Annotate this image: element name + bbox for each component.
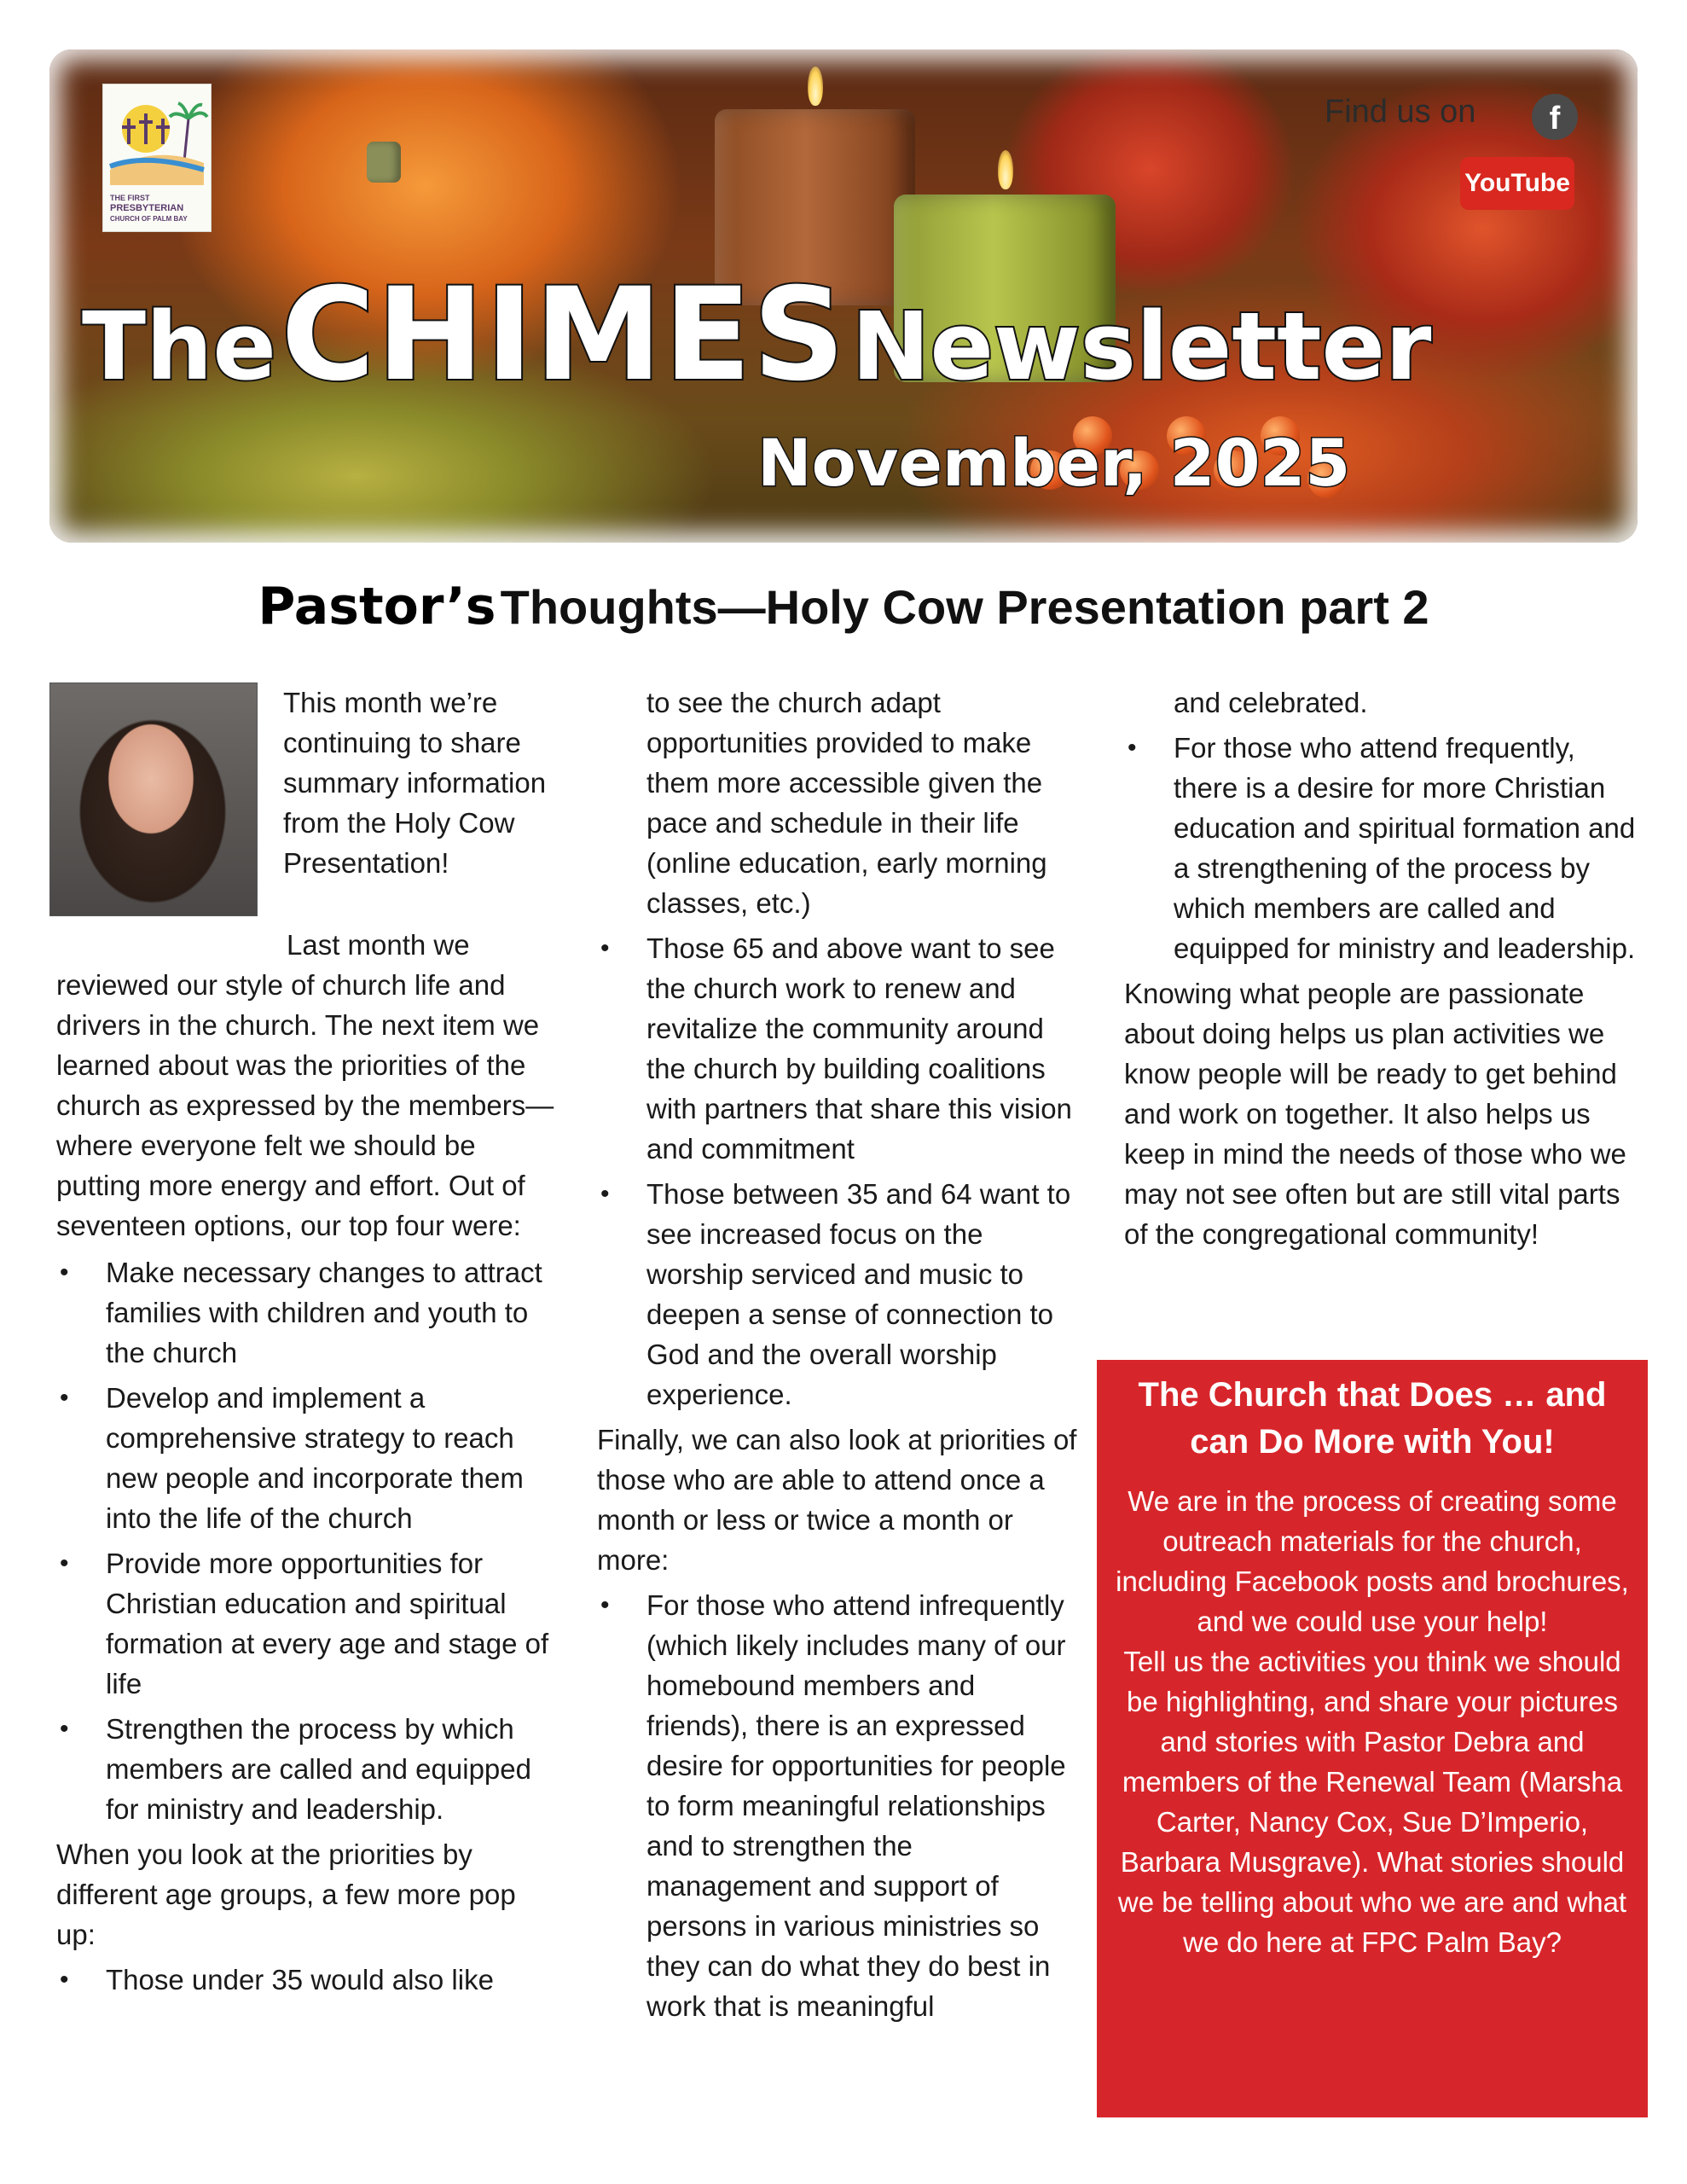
flame-icon xyxy=(808,67,823,106)
callout-title: The Church that Does … and can Do More with You! xyxy=(1138,1376,1607,1461)
article-column-2 xyxy=(597,682,1083,2031)
body-paragraph: When you look at the priorities by different age groups, a few more pop up: xyxy=(56,1838,516,1950)
find-us-label: Find us on xyxy=(1325,94,1476,130)
facebook-icon[interactable]: f xyxy=(1532,94,1578,140)
svg-text:PRESBYTERIAN: PRESBYTERIAN xyxy=(110,203,184,213)
svg-text:THE FIRST: THE FIRST xyxy=(110,194,150,202)
list-item: • Those 65 and above want to see the church work to renew and revitalize the community around the church by building coalitions with partners that share this vision and commitment xyxy=(597,928,1083,1169)
frequency-list xyxy=(597,1585,1083,2026)
callout-box xyxy=(1097,1360,1648,2117)
list-item-continued: and celebrated. xyxy=(1174,687,1368,718)
title-newsletter: Newsletter xyxy=(851,292,1432,401)
article-column-1 xyxy=(56,682,559,2005)
top-four-list xyxy=(56,1252,559,1829)
headline-rest: Thoughts—Holy Cow Presentation part 2 xyxy=(500,580,1429,634)
callout-paragraph: We are in the process of creating some outreach materials for the church, including Facebook posts and brochures, and we could use your help! xyxy=(1116,1485,1629,1637)
newsletter-title xyxy=(82,261,1431,410)
pastor-photo xyxy=(49,682,258,916)
frequency-list-continued xyxy=(1124,728,1636,968)
list-item: • Those under 35 would also like xyxy=(56,1960,559,2000)
title-chimes: CHIMES xyxy=(281,261,847,410)
headline-strong: Pastor’s xyxy=(258,577,496,636)
body-paragraph: Last month we reviewed our style of church life and drivers in the church. The next item we learned about was the priorities of the church as expressed by the members—where everyone felt we should be putting more energy and effort. Out of seventeen options, our top four were: xyxy=(56,929,554,1241)
article-column-3 xyxy=(1124,682,1636,1254)
list-item: • Those between 35 and 64 want to see increased focus on the worship serviced and music to deepen a sense of connection to God and the overall worship experience. xyxy=(597,1174,1083,1414)
list-item: • Make necessary changes to attract families with children and youth to the church xyxy=(56,1252,559,1373)
list-item: • Strengthen the process by which members are called and equipped for ministry and leadership. xyxy=(56,1709,559,1829)
intro-paragraph: This month we’re continuing to share summary information from the Holy Cow Presentation! xyxy=(283,687,547,879)
list-item: • For those who attend infrequently (which likely includes many of our homebound members and friends), there is an expressed desire for opportunities for people to form meaningful relationships and to strengthen the management and support of persons in various ministries so they can do what they do best in work that is meaningful xyxy=(597,1585,1083,2026)
header-banner xyxy=(49,49,1638,543)
youtube-icon[interactable]: YouTube xyxy=(1460,157,1574,210)
age-list xyxy=(56,1960,559,2000)
title-the: The xyxy=(82,292,276,401)
flame-icon xyxy=(998,150,1013,189)
list-item: • For those who attend frequently, there is a desire for more Christian education and spiritual formation and a strengthening of the process by which members are called and equipped for ministry and leadership. xyxy=(1124,728,1636,968)
body-paragraph: Finally, we can also look at priorities of those who are able to attend once a month or less or twice a month or more: xyxy=(597,1424,1077,1576)
closing-paragraph: Knowing what people are passionate about doing helps us plan activities we know people will be ready to get behind and work on together. It also helps us keep in mind the needs of those who we may not see often but are still vital parts of the congregational community! xyxy=(1124,978,1626,1250)
age-list-continued xyxy=(597,928,1083,1414)
article-headline xyxy=(0,577,1687,636)
list-item: • Develop and implement a comprehensive strategy to reach new people and incorporate them into the life of the church xyxy=(56,1378,559,1538)
church-logo-icon xyxy=(103,84,211,231)
list-item: • Provide more opportunities for Christian education and spiritual formation at every age and stage of life xyxy=(56,1543,559,1704)
list-item-continued: to see the church adapt opportunities provided to make them more accessible given the pace and schedule in their life (online education, early morning classes, etc.) xyxy=(646,687,1047,919)
issue-date: November, 2025 xyxy=(757,425,1351,501)
svg-text:CHURCH OF PALM BAY: CHURCH OF PALM BAY xyxy=(110,215,188,223)
church-logo[interactable] xyxy=(102,84,212,232)
callout-paragraph: Tell us the activities you think we should be highlighting, and share your pictures and stories with Pastor Debra and members of the Renewal Team (Marsha Carter, Nancy Cox, Sue D’Imperio, Barbara Musgrave). What stories should we be telling about who we are and what we do here at FPC Palm Bay? xyxy=(1117,1646,1627,1958)
pumpkin-stem xyxy=(367,142,401,183)
